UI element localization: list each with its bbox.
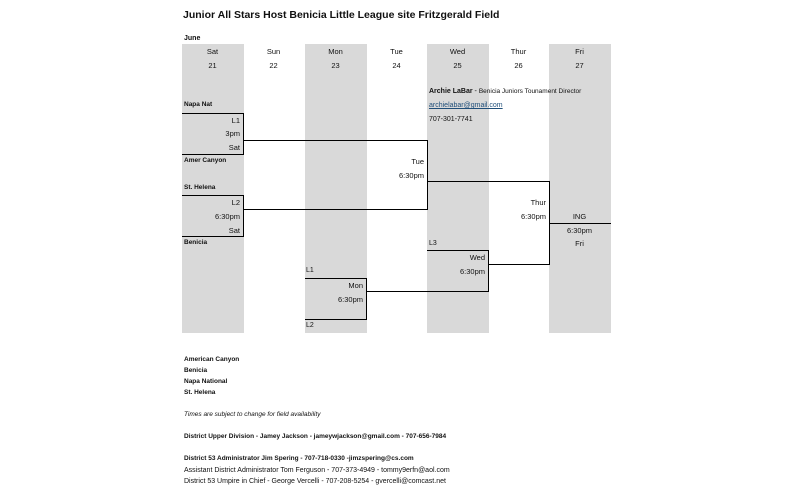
bracket-line — [243, 113, 244, 155]
game-wed-l3-label: L3 — [429, 240, 437, 247]
game-thur-day: Thur — [530, 198, 546, 207]
team-list-item: Napa National — [184, 378, 228, 385]
game-fri-day: Fri — [575, 239, 584, 248]
day-header-sat: Sat — [206, 47, 219, 56]
day-header-sun: Sun — [266, 47, 281, 56]
bracket-line — [305, 319, 366, 320]
director-name: Archie LaBar — [429, 88, 473, 95]
date-wed: 25 — [453, 61, 462, 70]
game-l1-time: 3pm — [225, 129, 240, 138]
bracket-line — [549, 223, 611, 224]
bracket-line — [182, 236, 243, 237]
bracket-line — [366, 278, 367, 320]
date-sun: 22 — [269, 61, 278, 70]
game-l1-label: L1 — [231, 116, 240, 125]
date-fri: 27 — [575, 61, 584, 70]
bracket-line — [243, 195, 244, 237]
team-list-item: Benicia — [184, 367, 208, 374]
bracket-line — [243, 140, 427, 141]
day-header-tue: Tue — [390, 47, 403, 56]
bracket-line — [427, 250, 488, 251]
bracket-line — [427, 181, 549, 182]
date-tue: 24 — [392, 61, 401, 70]
schedule-notice: Times are subject to change for field availability — [184, 411, 321, 418]
game-thur-time: 6:30pm — [520, 212, 546, 221]
bracket-line — [305, 278, 366, 279]
director-phone: 707-301-7741 — [429, 116, 473, 123]
team-napa-nat: Napa Nat — [184, 101, 213, 108]
date-thur: 26 — [514, 61, 523, 70]
bracket-line — [366, 291, 488, 292]
game-tue-time: 6:30pm — [398, 171, 424, 180]
game-fri-time: 6:30pm — [566, 226, 593, 235]
team-amer-canyon: Amer Canyon — [184, 157, 227, 164]
month-label: June — [184, 35, 201, 42]
bracket-line — [488, 250, 489, 292]
date-mon: 23 — [331, 61, 340, 70]
bracket-line — [243, 209, 427, 210]
day-header-mon: Mon — [328, 47, 343, 56]
team-benicia: Benicia — [184, 239, 208, 246]
director-email-link[interactable]: archielabar@gmail.com — [429, 102, 503, 109]
game-mon-l1-label: L1 — [306, 267, 314, 274]
contact-assistant: Assistant District Administrator Tom Ferguson - 707-373-4949 - tommy9erfn@aol.com — [184, 467, 450, 474]
contact-umpire: District 53 Umpire in Chief - George Vercelli - 707-208-5254 - gvercelli@comcast.net — [184, 478, 446, 485]
game-l1-day: Sat — [228, 143, 240, 152]
bracket-line — [427, 140, 428, 210]
day-header-fri: Fri — [575, 47, 584, 56]
game-mon-day: Mon — [348, 281, 363, 290]
bracket-line — [182, 113, 243, 114]
page-title: Junior All Stars Host Benicia Little League site Fritzgerald Field — [183, 9, 500, 21]
game-l2-day: Sat — [228, 226, 240, 235]
team-st-helena: St. Helena — [184, 184, 216, 191]
game-fri-ing: ING — [572, 212, 587, 221]
day-header-thur: Thur — [510, 47, 527, 56]
game-l2-time: 6:30pm — [214, 212, 240, 221]
game-mon-l2-label: L2 — [306, 322, 314, 329]
director-sep: - — [472, 88, 479, 95]
bracket-line — [488, 264, 549, 265]
bracket-line — [182, 195, 243, 196]
date-sat: 21 — [208, 61, 217, 70]
game-wed-time: 6:30pm — [459, 267, 485, 276]
contact-upper-division: District Upper Division - Jamey Jackson - jameywjackson@gmail.com - 707-656-7984 — [184, 433, 447, 440]
director-role: Benicia Juniors Tounament Director — [478, 88, 582, 95]
director-info — [429, 88, 581, 95]
game-mon-time: 6:30pm — [337, 295, 363, 304]
team-list-item: American Canyon — [184, 356, 240, 363]
bracket-line — [182, 154, 243, 155]
game-tue-day: Tue — [411, 157, 424, 166]
game-wed-day: Wed — [469, 253, 485, 262]
contact-administrator: District 53 Administrator Jim Spering - 707-718-0330 -jimzspering@cs.com — [184, 455, 414, 462]
game-l2-label: L2 — [231, 198, 240, 207]
team-list-item: St. Helena — [184, 389, 216, 396]
day-header-wed: Wed — [449, 47, 466, 56]
